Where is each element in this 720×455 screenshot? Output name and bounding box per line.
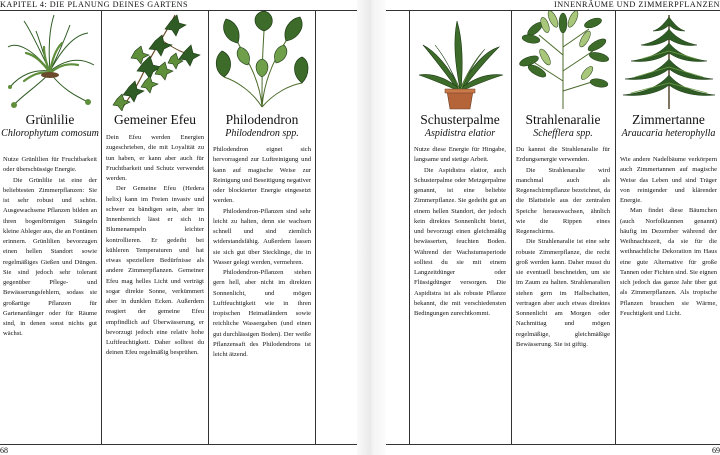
paragraph: Nutze diese Energie für Hingabe, langsame und stetige Arbeit. bbox=[414, 146, 506, 164]
plant-text-zimmertanne bbox=[620, 155, 717, 319]
paragraph: Man findet diese Bäumchen (auch Norfolktannen genannt) häufig im Dezember während der Weihnachtszeit, da sie für die weihnachtliche Dekoration im Haus eine gute Alternative für große Tannen oder Fichten sind. Sie eignen sich jedoch das ganze Jahr über gut als Zimmerpflanzen. Als tropische Pflanzen brauchen sie Wärme, Feuchtigkeit und Licht. bbox=[620, 207, 717, 317]
column-divider bbox=[315, 11, 316, 444]
paragraph: Dein Efeu werden Energien zugeschrieben, die mit Loyalität zu tun haben, er kann aber auch für Fruchtbarkeit und Schutz verwendet werden. bbox=[106, 134, 204, 182]
column-schusterpalme bbox=[411, 11, 509, 444]
book-gutter bbox=[357, 0, 386, 455]
plant-text-efeu bbox=[106, 133, 204, 359]
spider-plant-illustration bbox=[0, 11, 100, 111]
bottom-rule-left bbox=[0, 444, 357, 445]
paragraph: Die Strahlenaralie wird manchmal auch als Regenschirmpflanze bezeichnet, da die Blattstiele aus der zentralen Speiche herauswachsen, ähnlich wie die Rippen eines Regenschirms. bbox=[516, 166, 610, 235]
running-head-left: KAPITEL 4: DIE PLANUNG DEINES GARTENS bbox=[0, 0, 189, 9]
running-head-right: INNENRÄUME UND ZIMMERPFLANZEN bbox=[554, 0, 720, 9]
philodendron-illustration bbox=[210, 11, 314, 111]
cast-iron-plant-illustration bbox=[411, 11, 509, 111]
plant-text-gruenlilie bbox=[3, 155, 97, 340]
column-gruenlilie bbox=[0, 11, 100, 444]
column-divider bbox=[101, 11, 102, 444]
plant-name-strahlenaralie: Strahlenaralie bbox=[525, 112, 601, 127]
ivy-illustration bbox=[103, 11, 207, 111]
botanical-name-gruenlilie: Chlorophytum comosum bbox=[1, 128, 99, 139]
plant-name-philodendron: Philodendron bbox=[225, 112, 299, 127]
page-number-right: 69 bbox=[712, 446, 720, 455]
column-zimmertanne bbox=[617, 11, 720, 444]
paragraph: Philodendron-Pflanzen sind sehr leicht zu halten, denn sie wachsen schnell und sind ziemlich widerstandsfähig. Außerdem lassen sie sich gut über Stecklinge, die in Wasser gelegt werden, vermehren. bbox=[213, 207, 311, 266]
plant-name-zimmertanne: Zimmertanne bbox=[632, 112, 705, 127]
botanical-name-zimmertanne bbox=[617, 128, 720, 139]
page-number-left: 68 bbox=[0, 446, 8, 455]
paragraph: Die Strahlenaralie ist eine sehr robuste Zimmerpflanze, die recht groß werden kann. Daher musst du sie eventuell beschneiden, um sie im Zaum zu halten. Strahlenaralien stehen gern im Halbschatten, vertragen aber auch etwas direktes Sonnenlicht am Morgen oder Nachmittag und mögen regelmäßige, gleichmäßige Bewässerung. Sie ist giftig. bbox=[516, 238, 610, 348]
right-page bbox=[386, 0, 720, 455]
column-strahlenaralie bbox=[513, 11, 613, 444]
botanical-name-schusterpalme: Aspidistra elatior bbox=[424, 128, 496, 139]
column-divider bbox=[511, 11, 512, 444]
botanical-name-philodendron: Philodendron spp. bbox=[225, 128, 299, 139]
plant-name-gruenlilie: Grünlilie bbox=[25, 112, 75, 127]
botanical-name-strahlenaralie: Schefflera spp. bbox=[533, 128, 593, 139]
left-page bbox=[0, 0, 357, 455]
paragraph: Der Gemeine Efeu (Hedera helix) kann im Freien invasiv und schwer zu bändigen sein, aber im Innenbereich lässt er sich in Blumenampeln leichter kontrollieren. Er gedeiht bei kühleren Temperaturen und hat etwas speziellere Bedürfnisse als andere Zimmerpflanzen. Gemeiner Efeu mag helles Licht und verträgt sogar direkte Sonne, verkümmert aber in dunklen Ecken. Außerdem reagiert der gemeine Efeu empfindlich auf Überwässerung, er bevorzugt jedoch eine relativ hohe Luftfeuchtigkeit. Daher solltest du deinen Efeu regelmäßig besprühen. bbox=[106, 185, 204, 357]
paragraph: Die Aspidistra elatior, auch Schusterpalme oder Metzgerpalme genannt, ist eine beliebte Zimmerpflanze. Sie gedeiht gut an einem hellen Standort, der jedoch kein direktes Sonnenlicht bietet, und bevorzugt einen gleichmäßig bewässerten, feuchten Boden. Während der Wachstumsperiode solltest du sie mit einem Langzeitdünger oder Flüssigdünger versorgen. Die Aspidistra ist als robuste Pflanze bekannt, die mit verschiedensten Bedingungen zurechtkommt. bbox=[414, 166, 506, 317]
column-divider bbox=[409, 11, 410, 444]
paragraph: Philodendron eignet sich hervorragend zur Luftreinigung und kann auf magische Weise zur Reinigung und Beseitigung negativer oder blockierter Energie eingesetzt werden. bbox=[213, 146, 311, 205]
paragraph: Die Grünlilie ist eine der beliebtesten Zimmerpflanzen: Sie ist sehr robust und schön. Ausgewachsene Pflanzen bilden an ihren bogenförmigen Stängeln kleine Ableger aus, die an Fontänen erinnern. Grünlilien bevorzugen einen hellen Standort sowie regelmäßiges Gießen und Düngen. Sie sind jedoch sehr tolerant gegenüber Pflege- und Bewässerungsfehlern, sodass sie großartige Pflanzen für Gartenanfänger oder für Räume sind, in denen sonst nichts gut wächst. bbox=[3, 176, 97, 338]
paragraph: Wie andere Nadelbäume verkörpern auch Zimmertannen auf magische Weise das Leben und sind Träger von reinigender und klärender Energie. bbox=[620, 156, 717, 204]
bottom-rule-right bbox=[386, 444, 720, 445]
column-divider bbox=[208, 11, 209, 444]
paragraph: Nutze Grünlilien für Fruchtbarkeit oder überschüssige Energie. bbox=[3, 156, 97, 174]
plant-text-philodendron bbox=[213, 145, 311, 360]
botanical-text: Araucaria heterophylla bbox=[621, 128, 716, 139]
column-philodendron bbox=[210, 11, 314, 444]
column-divider bbox=[615, 11, 616, 444]
plant-name-schusterpalme: Schusterpalme bbox=[420, 112, 500, 127]
plant-text-schusterpalme bbox=[414, 145, 506, 319]
column-efeu bbox=[103, 11, 207, 444]
umbrella-tree-illustration bbox=[513, 11, 613, 111]
plant-text-strahlenaralie bbox=[516, 145, 610, 350]
paragraph: Philodendron-Pflanzen stehen gern hell, aber nicht im direkten Sonnenlicht, und mögen Luftfeuchtigkeit wie in ihren tropischen Heimatländern sowie reichliche Wassergaben (und einen gut durchlässigen Boden). Der weiße Pflanzensaft des Philodendrons ist leicht ätzend. bbox=[213, 269, 311, 358]
paragraph: Du kannst die Strahlenaralie für Erdungsenergie verwenden. bbox=[516, 146, 610, 164]
plant-name-efeu: Gemeiner Efeu bbox=[113, 112, 197, 127]
norfolk-pine-illustration bbox=[617, 11, 720, 111]
